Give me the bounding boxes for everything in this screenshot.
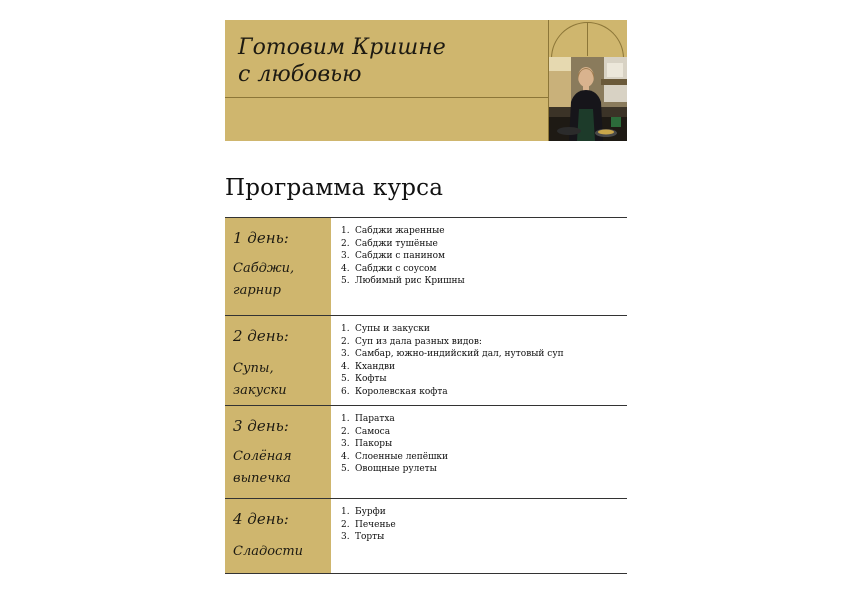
list-item: 2. Сабджи тушёные <box>341 238 438 249</box>
list-item: 1. Паратха <box>341 414 395 424</box>
banner-divider-horizontal <box>225 97 548 98</box>
list-item: 1. Супы и закуски <box>341 324 430 334</box>
day-cell <box>225 316 331 405</box>
day-label: 2 день: <box>233 327 289 345</box>
items-cell <box>331 218 627 315</box>
items-cell <box>331 406 627 498</box>
day-label: 1 день: <box>233 229 289 247</box>
list-item: 4. Слоенные лепёшки <box>341 451 449 462</box>
table-row <box>225 316 627 406</box>
table-row <box>225 406 627 499</box>
chef-portrait-photo <box>549 57 627 141</box>
table-row <box>225 499 627 574</box>
course-document <box>225 20 627 559</box>
table-row <box>225 218 627 316</box>
day-label: 3 день: <box>233 417 289 435</box>
day-topic: Супы, закуски <box>233 361 287 398</box>
list-item: 4. Кхандви <box>341 361 396 372</box>
header-banner <box>225 20 627 141</box>
schedule-table <box>225 217 627 574</box>
list-item: 5. Любимый рис Кришны <box>341 276 465 287</box>
day-cell <box>225 406 331 498</box>
list-item: 1. Бурфи <box>341 507 386 517</box>
dish-list <box>341 323 627 399</box>
banner-title-line2: с любовью <box>238 62 362 87</box>
dish-list <box>341 225 627 288</box>
banner-title <box>238 34 446 88</box>
banner-title-line1: Готовим Кришне <box>238 35 446 60</box>
day-topic: Солёная <box>233 449 292 464</box>
list-item: 4. Сабджи с соусом <box>341 263 437 274</box>
day-topic: Сладости <box>233 544 304 559</box>
day-topic: Сабджи, <box>233 261 295 276</box>
banner-arch-line <box>587 22 588 56</box>
list-item: 2. Самоса <box>341 426 391 437</box>
program-heading: Программа курса <box>225 175 444 201</box>
list-item: 3. Пакоры <box>341 439 393 450</box>
day-label: 4 день: <box>233 510 289 528</box>
list-item: 5. Кофты <box>341 374 387 385</box>
day-cell <box>225 218 331 315</box>
list-item: 2. Суп из дала разных видов: <box>341 336 482 347</box>
day-topic: гарнир <box>233 283 281 298</box>
dish-list <box>341 506 627 544</box>
list-item: 3. Сабджи с панином <box>341 251 446 262</box>
items-cell <box>331 499 627 573</box>
list-item: 3. Самбар, южно-индийский дал, нутовый суп <box>341 349 564 360</box>
list-item: 5. Овощные рулеты <box>341 464 437 475</box>
list-item: 1. Сабджи жаренные <box>341 226 445 236</box>
items-cell <box>331 316 627 405</box>
dish-list <box>341 413 627 476</box>
list-item: 6. Королевская кофта <box>341 386 448 397</box>
day-topic: выпечка <box>233 471 291 486</box>
list-item: 2. Печенье <box>341 519 396 530</box>
day-cell <box>225 499 331 573</box>
list-item: 3. Торты <box>341 532 385 543</box>
